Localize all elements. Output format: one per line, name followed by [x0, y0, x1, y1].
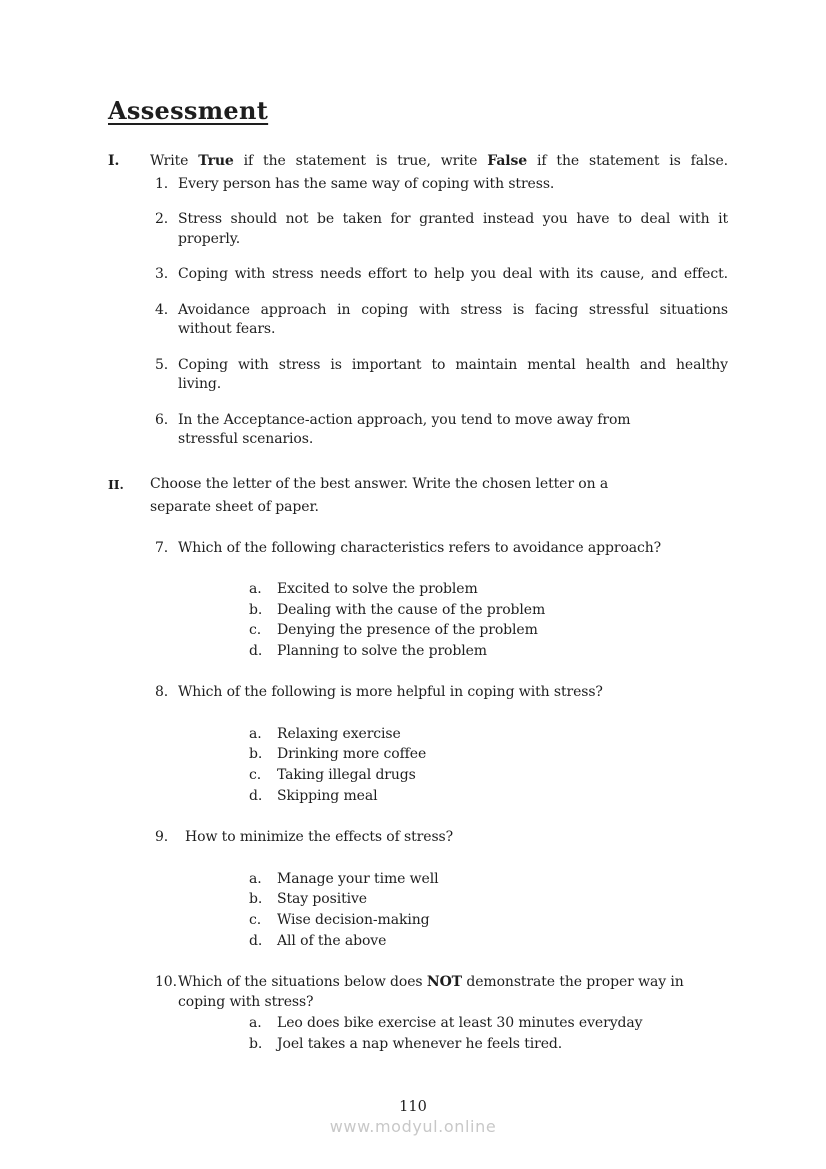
text-line — [178, 320, 728, 340]
text: Which of the situations below does — [178, 974, 427, 991]
text-line — [178, 230, 728, 250]
mc-question — [108, 973, 728, 1054]
text: Which of the following is more helpful in coping with stress? — [178, 684, 603, 701]
page-content — [108, 96, 728, 1054]
section-multiple-choice-instruction — [150, 473, 728, 519]
text-line — [178, 356, 728, 376]
option-letter: b. — [249, 1035, 263, 1052]
question-number: 10. — [155, 974, 177, 991]
text: Coping with stress needs effort to help you deal with its cause, and effect. — [178, 266, 728, 282]
text: Every person has the same way of coping with stress. — [178, 175, 555, 192]
option-item — [249, 889, 728, 910]
option-text: Leo does bike exercise at least 30 minutes everyday — [277, 1015, 643, 1032]
bold-text: NOT — [426, 974, 462, 991]
item-text — [178, 265, 728, 285]
option-text: Wise decision-making — [277, 911, 430, 928]
text-line — [178, 973, 728, 993]
text: Stress should not be taken for granted instead you have to deal with it — [178, 211, 728, 227]
text-line — [178, 175, 728, 195]
question-row — [155, 683, 728, 703]
text: Avoidance approach in coping with stress is facing stressful situations — [178, 301, 728, 318]
text-line — [150, 496, 728, 519]
option-letter: b. — [249, 891, 263, 908]
option-letter: c. — [249, 767, 262, 784]
text-line — [178, 375, 728, 395]
option-letter: d. — [249, 787, 263, 804]
options-list — [249, 724, 728, 806]
section-multiple-choice-header — [108, 473, 728, 519]
section-true-false-instruction — [150, 152, 728, 172]
option-text: Planning to solve the problem — [277, 642, 487, 659]
option-item — [249, 786, 728, 807]
option-text: Joel takes a nap whenever he feels tired. — [277, 1035, 563, 1052]
item-number: 1. — [155, 175, 169, 192]
item-number: 5. — [155, 356, 169, 373]
text: Choose the letter of the best answer. Write the chosen letter on a — [150, 475, 609, 492]
option-text: Relaxing exercise — [277, 725, 401, 742]
option-letter: d. — [249, 642, 263, 659]
option-letter: b. — [249, 601, 263, 618]
option-text: Skipping meal — [277, 787, 378, 804]
options-list — [249, 579, 728, 661]
text-line — [150, 473, 728, 496]
option-item — [249, 620, 728, 641]
mc-question — [108, 539, 728, 662]
section-true-false-header — [108, 152, 728, 172]
text-line — [150, 152, 728, 172]
option-item — [249, 910, 728, 931]
item-text — [178, 301, 728, 340]
item-text — [178, 411, 728, 450]
question-text — [178, 539, 728, 559]
text: without fears. — [178, 321, 276, 337]
question-row — [155, 973, 728, 1012]
item-number: 2. — [155, 211, 169, 227]
option-letter: a. — [249, 725, 262, 742]
tf-item — [155, 265, 728, 285]
bold-text: False — [487, 153, 528, 169]
text-line — [185, 828, 728, 848]
text-line — [178, 265, 728, 285]
true-false-items — [108, 175, 728, 450]
question-number: 9. — [155, 829, 169, 846]
multiple-choice-questions — [108, 539, 728, 1055]
option-letter: c. — [249, 622, 262, 639]
option-letter: a. — [249, 581, 262, 597]
question-row — [155, 828, 728, 848]
option-item — [249, 724, 728, 745]
option-letter: a. — [249, 870, 262, 887]
option-text: Taking illegal drugs — [277, 767, 416, 784]
option-item — [249, 765, 728, 786]
page-title: Assessment — [108, 96, 269, 125]
question-number: 7. — [155, 539, 169, 556]
option-text: Denying the presence of the problem — [277, 622, 538, 639]
question-row — [155, 539, 728, 559]
text-line — [178, 210, 728, 230]
question-text — [178, 683, 728, 703]
bold-text: True — [198, 153, 234, 169]
options-list — [249, 1013, 728, 1054]
option-letter: c. — [249, 911, 262, 928]
text: if the statement is false. — [527, 153, 728, 169]
text: demonstrate the proper way in — [462, 974, 684, 991]
text: Coping with stress is important to maintain mental health and healthy — [178, 356, 728, 373]
text-line — [178, 993, 728, 1013]
tf-item — [155, 175, 728, 195]
item-number: 3. — [155, 266, 169, 282]
option-item — [249, 600, 728, 621]
text-line — [178, 411, 728, 431]
tf-item — [155, 301, 728, 340]
item-number: 4. — [155, 301, 169, 318]
option-item — [249, 641, 728, 662]
option-item — [249, 931, 728, 952]
option-letter: a. — [249, 1015, 262, 1032]
text: living. — [178, 376, 222, 392]
tf-item — [155, 210, 728, 249]
text-line — [178, 430, 728, 450]
text: coping with stress? — [178, 993, 314, 1010]
question-text — [178, 828, 728, 848]
question-number: 8. — [155, 684, 169, 701]
section-multiple-choice-label: II. — [108, 476, 124, 492]
item-text — [178, 175, 728, 195]
option-text: Manage your time well — [277, 870, 439, 887]
option-letter: d. — [249, 932, 263, 949]
option-letter: b. — [249, 746, 263, 763]
text: stressful scenarios. — [178, 431, 314, 447]
text: properly. — [178, 230, 241, 247]
option-item — [249, 744, 728, 765]
item-text — [178, 356, 728, 395]
text-line — [178, 539, 728, 559]
option-item — [249, 1013, 728, 1034]
option-item — [249, 1034, 728, 1055]
section-true-false — [108, 152, 728, 450]
option-item — [249, 579, 728, 600]
heading-row — [108, 96, 728, 152]
text: if the statement is true, write — [233, 153, 488, 169]
mc-question — [108, 828, 728, 951]
text: How to minimize the effects of stress? — [185, 829, 454, 846]
section-multiple-choice — [108, 473, 728, 1055]
tf-item — [155, 356, 728, 395]
option-text: Excited to solve the problem — [277, 581, 478, 597]
text-line — [178, 683, 728, 703]
item-text — [178, 210, 728, 249]
option-text: Stay positive — [277, 891, 367, 908]
watermark-text: www.modyul.online — [329, 1117, 497, 1136]
section-true-false-label: I. — [108, 153, 120, 169]
option-item — [249, 869, 728, 890]
options-list — [249, 869, 728, 951]
question-text — [178, 973, 728, 1012]
text: Which of the following characteristics refers to avoidance approach? — [178, 539, 662, 556]
item-number: 6. — [155, 411, 169, 428]
option-text: All of the above — [277, 932, 387, 949]
mc-question — [108, 683, 728, 806]
page-number: 110 — [399, 1099, 427, 1115]
text: In the Acceptance-action approach, you tend to move away from — [178, 411, 631, 428]
text: Write — [150, 153, 199, 169]
text: separate sheet of paper. — [150, 498, 319, 515]
tf-item — [155, 411, 728, 450]
option-text: Drinking more coffee — [277, 746, 427, 763]
text-line — [178, 301, 728, 321]
option-text: Dealing with the cause of the problem — [277, 601, 546, 618]
